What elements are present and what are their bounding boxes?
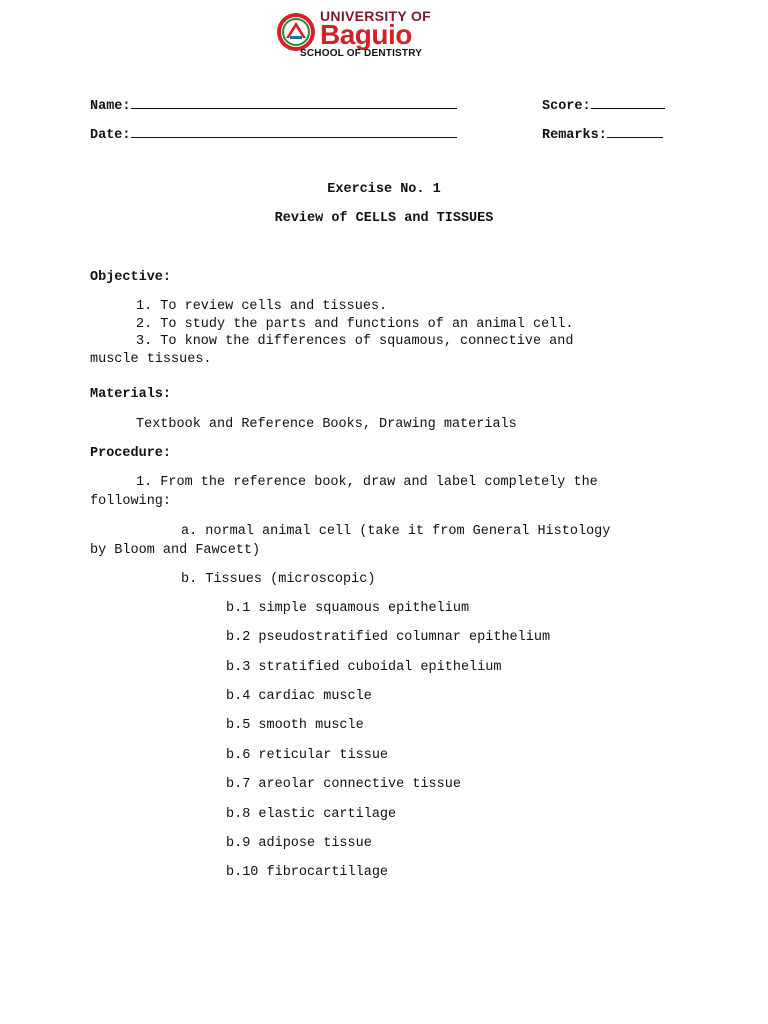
date-label: Date: — [90, 128, 131, 143]
procedure-step-1-cont: following: — [90, 494, 172, 509]
date-blank[interactable] — [131, 122, 457, 138]
procedure-item-a: a. normal animal cell (take it from General Histology — [181, 524, 611, 539]
school-name: SCHOOL OF DENTISTRY — [300, 48, 423, 59]
exercise-number: Exercise No. 1 — [327, 182, 441, 197]
university-name: UNIVERSITY OF — [320, 8, 431, 24]
tissue-item: b.1 simple squamous epithelium — [226, 601, 470, 616]
exercise-title: Review of CELLS and TISSUES — [274, 211, 494, 226]
procedure-item-a-cont: by Bloom and Fawcett) — [90, 543, 261, 558]
tissue-item: b.5 smooth muscle — [226, 718, 364, 733]
procedure-step-1: 1. From the reference book, draw and label completely the — [136, 475, 598, 490]
objective-item: 3. To know the differences of squamous, connective and — [136, 334, 574, 349]
name-blank[interactable] — [131, 93, 457, 109]
objective-item: 1. To review cells and tissues. — [136, 299, 388, 314]
tissue-item: b.4 cardiac muscle — [226, 689, 372, 704]
tissue-item: b.2 pseudostratified columnar epithelium — [226, 630, 551, 645]
materials-text: Textbook and Reference Books, Drawing materials — [136, 417, 517, 432]
remarks-blank[interactable] — [607, 122, 663, 138]
objective-item: 2. To study the parts and functions of an animal cell. — [136, 317, 574, 332]
score-label: Score: — [542, 99, 591, 114]
objective-heading: Objective: — [90, 270, 172, 285]
remarks-label: Remarks: — [542, 128, 607, 143]
score-field — [542, 93, 665, 116]
remarks-field — [542, 122, 663, 145]
date-field — [90, 122, 457, 145]
objective-item: muscle tissues. — [90, 352, 212, 367]
score-blank[interactable] — [591, 93, 665, 109]
tissue-item: b.9 adipose tissue — [226, 836, 372, 851]
materials-heading: Materials: — [90, 387, 172, 402]
procedure-heading: Procedure: — [90, 446, 172, 461]
tissue-item: b.10 fibrocartillage — [226, 865, 389, 880]
tissue-item: b.3 stratified cuboidal epithelium — [226, 660, 502, 675]
university-city: Baguio — [320, 19, 412, 50]
procedure-item-b: b. Tissues (microscopic) — [181, 572, 376, 587]
name-label: Name: — [90, 99, 131, 114]
tissue-item: b.6 reticular tissue — [226, 748, 389, 763]
university-logo — [276, 8, 446, 62]
name-field — [90, 93, 457, 116]
tissue-item: b.8 elastic cartilage — [226, 807, 397, 822]
tissue-item: b.7 areolar connective tissue — [226, 777, 461, 792]
